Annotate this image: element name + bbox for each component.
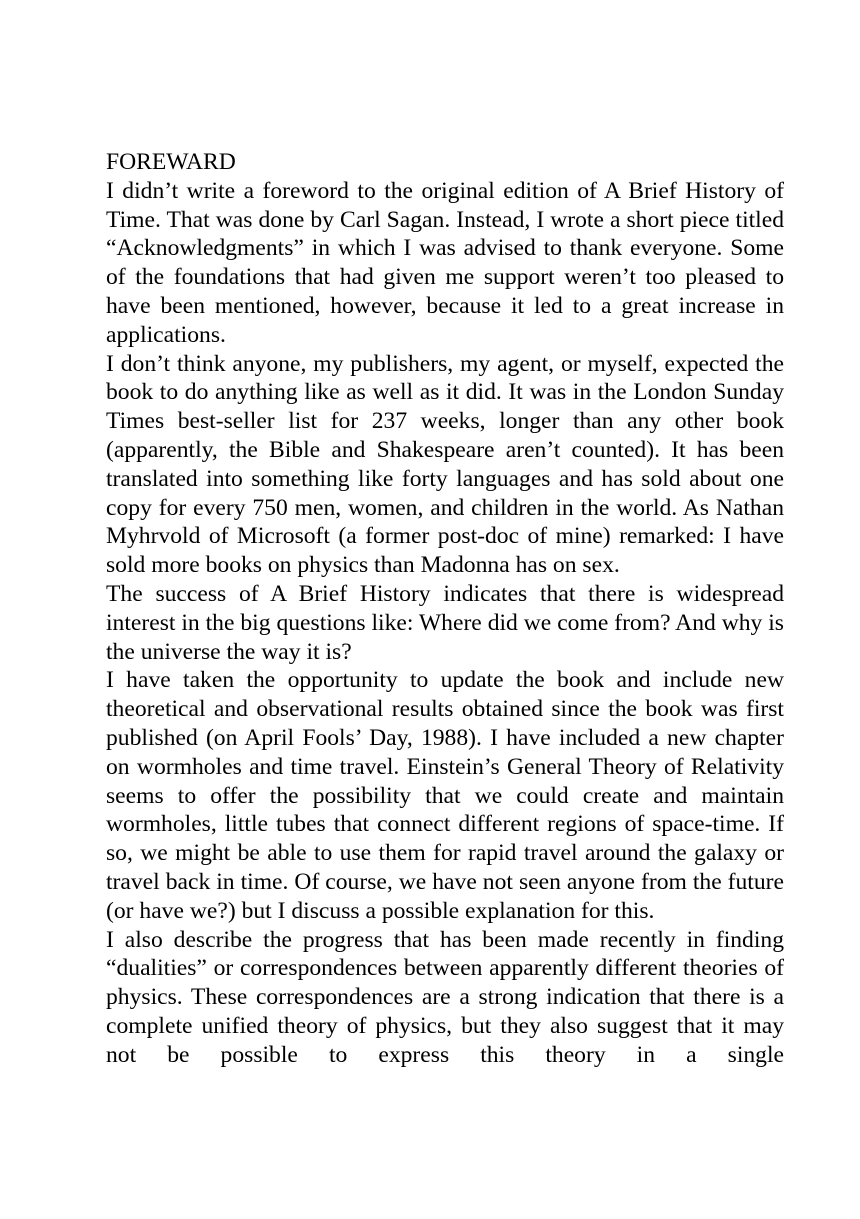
chapter-heading: FOREWARD [106,149,236,175]
paragraph-2: I don’t think anyone, my publishers, my agent, or myself, expected the book to do anything like as well as it did. It was in the London Sunday Times best-seller list for 237 weeks, longer than any other book (apparently, the Bible and Shakespeare aren’t counted). It has been translated into something like forty languages and has sold about one copy for every 750 men, women, and children in the world. As Nathan Myhrvold of Microsoft (a former post-doc of mine) remarked: I have sold more books on physics than Madonna has on sex. [106,350,784,579]
paragraph-4: I have taken the opportunity to update the book and include new theoretical and observational results obtained since the book was first published (on April Fools’ Day, 1988). I have included a new chapter on wormholes and time travel. Einstein’s General Theory of Relativity seems to offer the possibility that we could create and maintain wormholes, little tubes that connect different regions of space-time. If so, we might be able to use them for rapid travel around the galaxy or travel back in time. Of course, we have not seen anyone from the future (or have we?) but I discuss a possible explanation for this. [106,667,784,924]
paragraph-1: I didn’t write a foreword to the original edition of A Brief History of Time. That was done by Carl Sagan. Instead, I wrote a short piece titled “Acknowledgments” in which I was advised to thank everyone. Some of the foundations that had given me support weren’t too pleased to have been mentioned, however, because it led to a great increase in applications. [106,177,784,348]
paragraph-3: The success of A Brief History indicates that there is widespread interest in the big questions like: Where did we come from? And why is the universe the way it is? [106,580,784,665]
document-page [106,148,784,1070]
paragraph-5: I also describe the progress that has been made recently in finding “dualities” or correspondences between apparently different theories of physics. These correspondences are a strong indication that there is a complete unified theory of physics, but they also suggest that it may not be possible to express this theory in a single [106,926,784,1068]
